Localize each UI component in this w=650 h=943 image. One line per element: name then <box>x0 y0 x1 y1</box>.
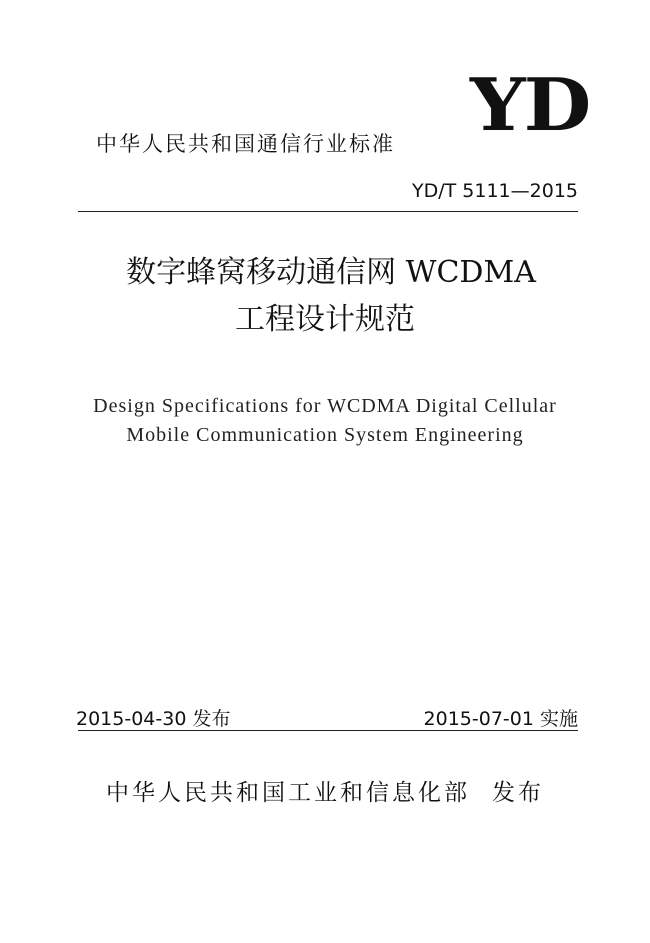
title-cn-line1: 数字蜂窝移动通信网 WCDMA <box>126 255 536 290</box>
yd-logo: YD <box>470 63 590 148</box>
title-en-line1: Design Specifications for WCDMA Digital Cellular <box>93 395 557 417</box>
publisher-action: 发布 <box>492 780 544 806</box>
footer-divider <box>78 730 578 731</box>
publisher-name: 中华人民共和国工业和信息化部 <box>106 780 470 806</box>
issue-date: 2015-04-30 发布 <box>76 708 231 730</box>
standard-number: YD/T 5111—2015 <box>412 180 578 202</box>
implementation-date: 2015-07-01 实施 <box>423 708 578 730</box>
publisher-line <box>0 774 650 807</box>
title-cn-line2: 工程设计规范 <box>235 302 415 337</box>
standard-category: 中华人民共和国通信行业标准 <box>96 132 395 156</box>
title-en-line2: Mobile Communication System Engineering <box>126 424 524 446</box>
header-divider <box>78 211 578 212</box>
